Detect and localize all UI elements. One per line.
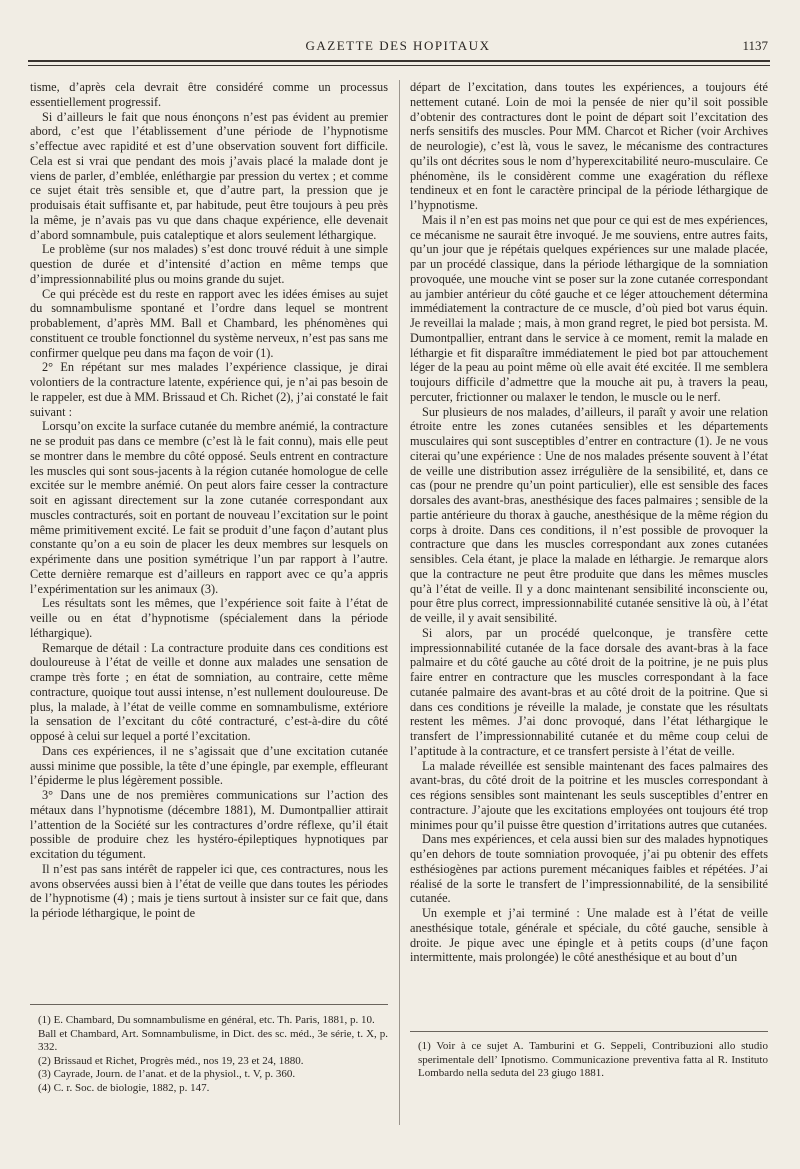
right-column: [410, 80, 768, 965]
left-column: [30, 80, 388, 921]
footnote-rule-right: [410, 1031, 768, 1032]
right-footnotes: [410, 1040, 768, 1081]
paragraph: Un exemple et j’ai terminé : Une malade est à l’état de veille anesthésique totale, générale et spéciale, du côté gauche, sensible à droite. Je pique avec une épingle et à petits coups (d’une façon intermittente, mais prolongée) le côté anesthésique et au bout d’un: [410, 906, 768, 965]
paragraph: 3° Dans une de nos premières communications sur l’action des métaux dans l’hypnotisme (décembre 1881), M. Dumontpallier attirait l’attention de la Société sur les contractures d’ordre réflexe, qu’il était possible de produire chez les hystéro-épileptiques hypnotiques par excitation du tégument.: [30, 788, 388, 861]
footnote: (1) Voir à ce sujet A. Tamburini et G. Seppeli, Contribuzioni allo studio sperimentale dell’ Ipnotismo. Communicazione preventiva fatta al R. Instituto Lombardo nella seduta del 23 giugo 1881.: [418, 1040, 768, 1079]
footnote: Ball et Chambard, Art. Somnambulisme, in Dict. des sc. méd., 3e série, t. X, p. 332.: [38, 1027, 388, 1053]
paragraph: Sur plusieurs de nos malades, d’ailleurs, il paraît y avoir une relation étroite entre les zones cutanées sensibles et les départements musculaires qui sont susceptibles d’entrer en contracture (1). Je ne vous citerai qu’une expérience : Une de nos malades présente souvent à l’état de veille une distribution assez irrégulière de la sensibilité, et, dans ce cas (pour ne prendre qu’un point particulier), elle est sensible des faces dorsales des avant-bras, anesthésique des faces palmaires ; sensible de la partie antérieure du thorax à gauche, anesthésique de la même région du corps à droite. Dans ces conditions, il n’est possible de provoquer la contracture que dans les muscles correspondant aux zones cutanées sensibles. Cela étant, je place la malade en léthargie. Je remarque alors que la contracture ne peut être produite que dans les mêmes muscles qu’à l’état de veille. Il y a donc maintenant sensibilité inconsciente ou, pour être plus correct, impressionnabilité cutanée sensitive là où, à l’état de veille, il y avait sensibilité.: [410, 404, 768, 625]
paragraph: Si d’ailleurs le fait que nous énonçons n’est pas évident au premier abord, c’est que l’établissement d’une période de l’hypnotisme s’effectue avec rapidité et est d’une observation souvent fort difficile. Cela est si vrai que pendant des mois j’avais placé la malade dont je viens de parler, d’emblée, enléthargie par pression du vertex ; et comme ce sujet était très sensible et, que d’autre part, la pression que je produisais était suffisante et, par habitude, peut être toujours à peu près la même, je n’avais pas vu que dans chaque expérience, elle devenait d’abord somnambule, puis cataleptique et alors seulement léthargique.: [30, 109, 388, 242]
paragraph: Remarque de détail : La contracture produite dans ces conditions est douloureuse à l’état de veille et donne aux malades une sensation de crampe très forte ; en état de somniation, au contraire, cette même contracture, quoique tout aussi intense, n’est nullement douloureuse. De plus, la malade, à l’état de veille comme en somnambulisme, extériore la sensation de l’excitant du côté contracturé, c’est-à-dire du côté opposé à celui sur lequel a porté l’excitation.: [30, 640, 388, 743]
journal-title: GAZETTE DES HOPITAUX: [305, 38, 491, 53]
paragraph: Il n’est pas sans intérêt de rappeler ici que, ces contractures, nous les avons observées aussi bien à l’état de veille que dans toutes les périodes de l’hypnotisme (4) ; mais je tiens surtout à insister sur ce fait que, dans la période léthargique, le point de: [30, 861, 388, 920]
footnote: (1) E. Chambard, Du somnambulisme en général, etc. Th. Paris, 1881, p. 10.: [38, 1014, 375, 1026]
footnote: (2) Brissaud et Richet, Progrès méd., nos 19, 23 et 24, 1880.: [38, 1054, 304, 1067]
footnote: (3) Cayrade, Journ. de l’anat. et de la physiol., t. V, p. 360.: [38, 1068, 296, 1080]
paragraph: Lorsqu’on excite la surface cutanée du membre anémié, la contracture ne se produit pas dans ce membre (c’est là le fait connu), mais elle peut se montrer dans le membre du côté opposé. Seuls entrent en contracture les muscles qui sont sous-jacents à la région cutanée homologue de celle excitée sur le membre anémié. On peut alors faire cesser la contracture soit en agissant directement sur la zone cutanée correspondant aux muscles contracturés, soit en portant de nouveau l’excitation sur le point même primitivement excité. Le fait se produit d’une façon d’autant plus constante qu’on a eu soin de placer les deux membres sur lesquels on expérimente dans une position symétrique l’un par rapport à l’autre. Cette dernière remarque est d’ailleurs en rapport avec ce qu’a appris l’expérimentation sur les animaux (3).: [30, 419, 388, 596]
paragraph: 2° En répétant sur mes malades l’expérience classique, je dirai volontiers de la contracture latente, expérience qui, je n’ai pas besoin de le rappeler, est due à MM. Brissaud et Ch. Richet (2), j’ai constaté le fait suivant :: [30, 360, 388, 419]
paragraph: Ce qui précède est du reste en rapport avec les idées émises au sujet du somnambulisme spontané et l’ordre dans lequel se montrent probablement, d’après MM. Ball et Chambard, les phénomènes qui constituent ce trouble fonctionnel du système nerveux, n’est pas sans me confirmer quelque peu dans ma façon de voir (1).: [30, 286, 388, 360]
paragraph: La malade réveillée est sensible maintenant des faces palmaires des avant-bras, du côté droit de la poitrine et les muscles correspondant à ces régions sensibles sont maintenant les seuls susceptibles d’entrer en contracture. J’ajoute que les excitations employées ont toujours été trop minimes pour qu’il puisse être question d’irritations autres que cutanées.: [410, 758, 768, 832]
page-number: 1137: [742, 38, 768, 53]
paragraph: Mais il n’en est pas moins net que pour ce qui est de mes expériences, ce mécanisme ne saurait être invoqué. Je me souviens, entre autres faits, qu’un jour que je répétais quelques expériences sur une malade placée, par un procédé classique, dans la période léthargique de la somniation provoquée, une mouche vint se poser sur la zone cutanée correspondant au jambier antérieur du côté gauche et ce léger attouchement détermina immédiatement la contracture de ce muscle, d’où pied bot varus équin. Je reveillai la malade ; mais, à mon grand regret, le pied bot persista. M. Dumontpallier, entrant dans le service à ce moment, remit la malade en léthargie et fit disparaître immédiatement le pied bot par attouchement léger de la peau au point même où elle avait été excitée. Il me semblera toujours difficile d’admettre que la mouche ait pu, à travers la peau, percuter, frictionner ou malaxer le tendon, le muscle ou le nerf.: [410, 212, 768, 404]
footnote: (4) C. r. Soc. de biologie, 1882, p. 147.: [38, 1081, 210, 1094]
header-rule-thick: [28, 60, 770, 62]
column-divider: [399, 80, 400, 1125]
paragraph: Le problème (sur nos malades) s’est donc trouvé réduit à une simple question de durée et d’intensité d’action en même temps que d’impressionnabilité plus ou moins grande du sujet.: [30, 242, 388, 286]
paragraph: départ de l’excitation, dans toutes les expériences, a toujours été nettement cutané. Loin de moi la pensée de nier qu’il soit possible d’obtenir des contractures dont le point de départ soit l’excitation des nerfs sensitifs des muscles. Pour MM. Charcot et Richer (voir Archives de neurologie), c’est là, vous le savez, le mécanisme des contractures qu’ils ont décrites sous le nom d’hyperexcitabilité neuro-musculaire. Ce phénomène, ils le considèrent comme une exagération du réflexe tendineux et en font le caractère principal de la période léthargique de l’hypnotisme.: [410, 80, 768, 212]
paragraph: tisme, d’après cela devrait être considéré comme un processus essentiellement progressif.: [30, 80, 388, 109]
paragraph: Dans ces expériences, il ne s’agissait que d’une excitation cutanée aussi minime que possible, la tête d’une épingle, par exemple, effleurant l’épiderme le plus légèrement possible.: [30, 743, 388, 788]
header-rule-thin: [28, 65, 770, 66]
paragraph: Dans mes expériences, et cela aussi bien sur des malades hypnotiques qu’en dehors de toute somniation provoquée, j’ai pu obtenir des effets esthésiogènes par actions purement mécaniques faibles et répétées. J’ai réalisé de la sorte le transfert de l’impressionnabilité, de la sensibilité cutanée.: [410, 832, 768, 906]
left-footnotes: [30, 1014, 388, 1095]
footnote-rule-left: [30, 1004, 388, 1005]
paragraph: Les résultats sont les mêmes, que l’expérience soit faite à l’état de veille ou en état d’hypnotisme (spécialement dans la période léthargique).: [30, 596, 388, 640]
page-header: [28, 38, 768, 60]
paragraph: Si alors, par un procédé quelconque, je transfère cette impressionnabilité cutanée de la face dorsale des avant-bras à la face palmaire et du côté gauche au côté droit de la poitrine, je ne puis plus faire entrer en contracture que les muscles correspondant à la face cutanée palmaire des avant-bras et au côté droit de la poitrine. Que si dans ces conditions je réveille la malade, je constate que les résultats restent les mêmes. J’ai donc provoqué, dans l’état léthargique le transfert de l’impressionnabilité cutanée et du même coup celui de l’aptitude à la contracture, et ce transfert persiste à l’état de veille.: [410, 625, 768, 758]
